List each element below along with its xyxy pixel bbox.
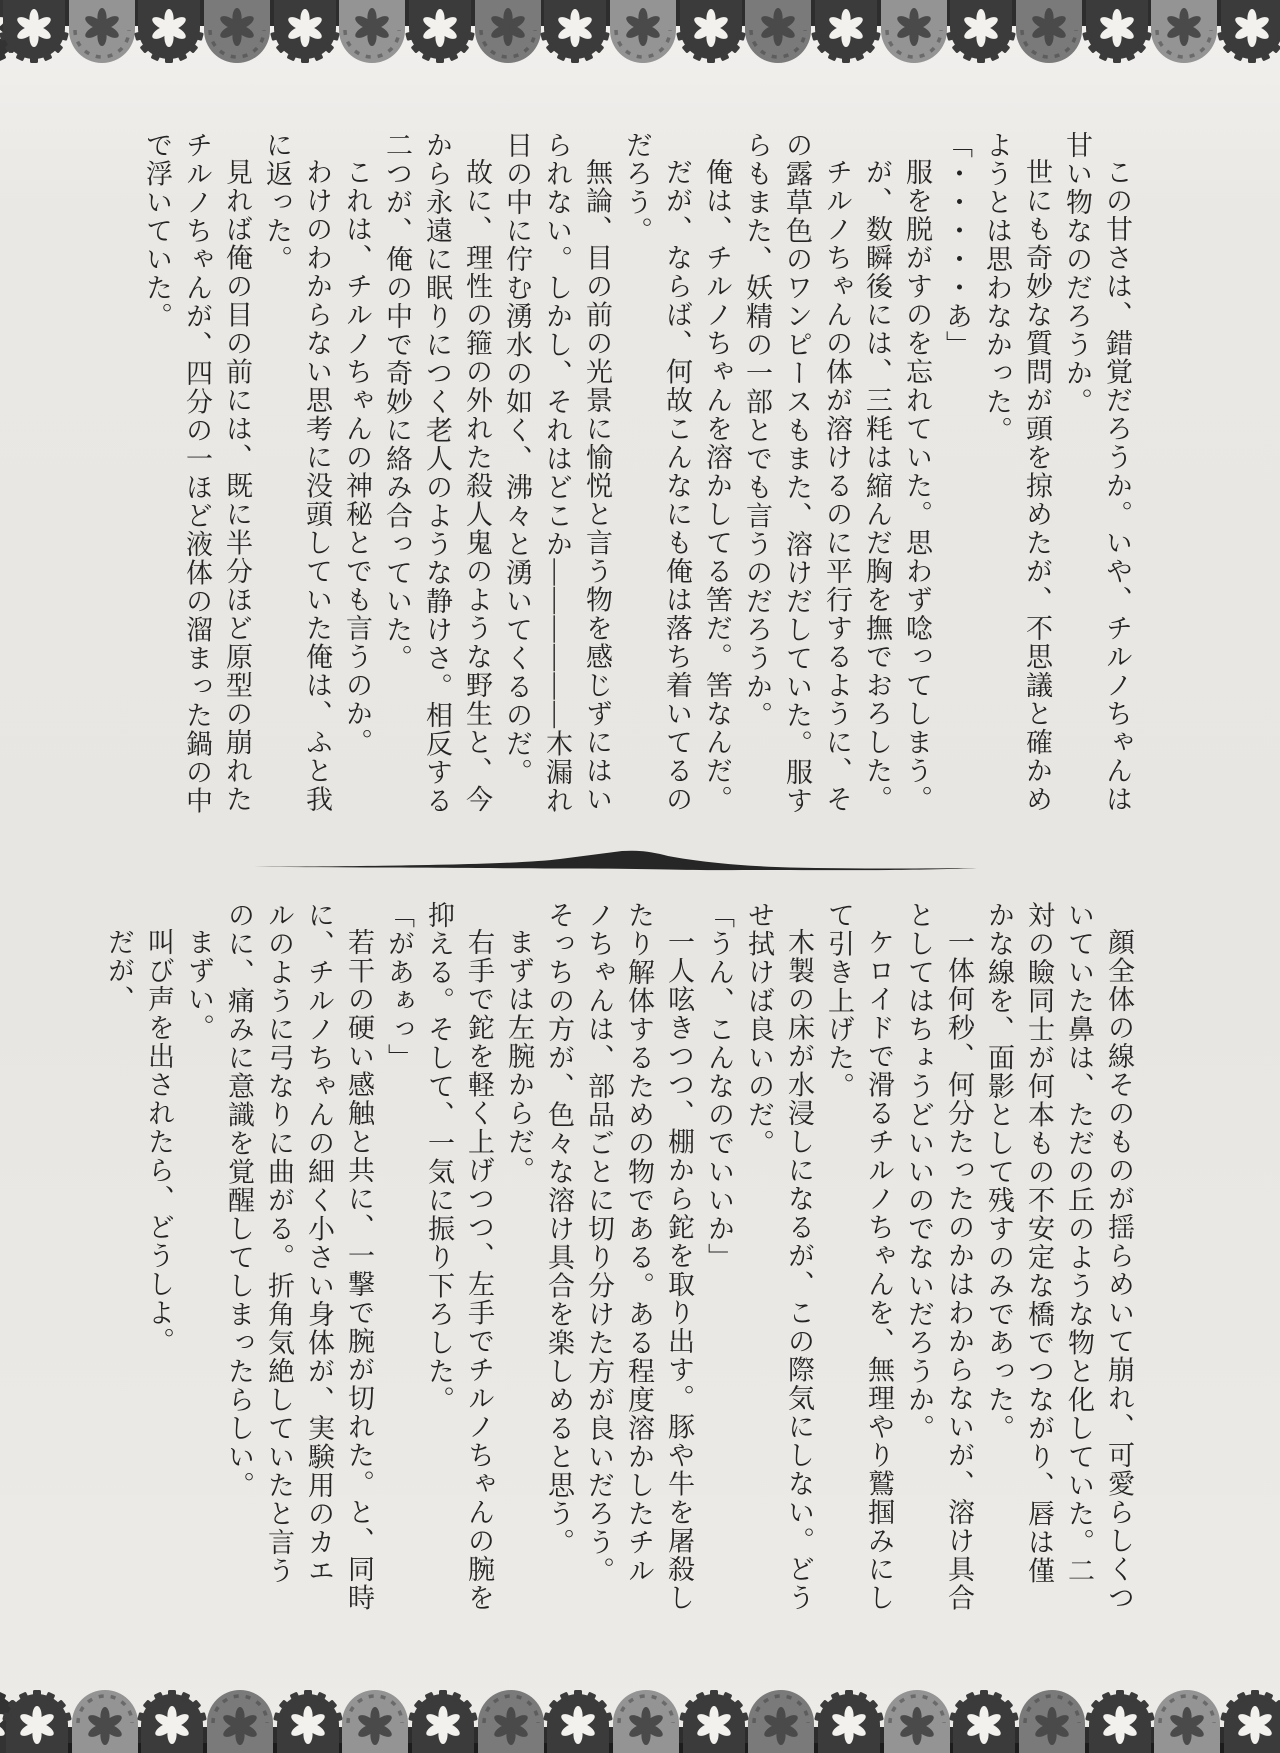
paragraph: この甘さは、錯覚だろうか。いや、チルノちゃんは甘い物なのだろうか。 xyxy=(1062,131,1132,814)
paragraph: まずは左腕からだ。 xyxy=(504,928,534,1185)
bottom-text-section xyxy=(99,901,1139,1613)
paragraph: 服を脱がすのを忘れていた。思わず唸ってしまう。 xyxy=(902,158,932,814)
paragraph: 若干の硬い感触と共に、一撃で腕が切れた。と、同時に、チルノちゃんの細く小さい身体が、実験用のカエルのように弓なりに曲がる。折角気絶していたと言うのに、痛みに意識を覚醒してしまったらしい。 xyxy=(224,901,374,1612)
paragraph: 俺は、チルノちゃんを溶かしてる筈だ。筈なんだ。 xyxy=(702,158,732,814)
paragraph: 木製の床が水浸しになるが、この際気にしない。どうせ拭けば良いのだ。 xyxy=(744,901,814,1612)
paragraph: 顔全体の線そのものが揺らめいて崩れ、可愛らしくついていた鼻は、ただの丘のような物と化していた。二対の瞼同士が何本もの不安定な橋でつながり、唇は僅かな線を、面影として残すのみであった。 xyxy=(984,901,1134,1612)
section-divider xyxy=(0,846,1280,886)
paragraph: 右手で鉈を軽く上げつつ、左手でチルノちゃんの腕を抑える。そして、一気に振り下ろした。 xyxy=(424,901,494,1612)
paragraph: これは、チルノちゃんの神秘とでも言うのか。 xyxy=(342,158,372,757)
top-text-section xyxy=(137,131,1137,831)
dialogue-line: 「うん、こんなのでいいか」 xyxy=(704,901,734,1272)
dialogue-line: 「・・・・・あ」 xyxy=(942,131,972,359)
paragraph: チルノちゃんの体が溶けるのに平行するように、その露草色のワンピースもまた、溶けだしていた。服すらもまた、妖精の一部とでも言うのだろうか。 xyxy=(742,131,852,815)
dialogue-line: 「があぁっ」 xyxy=(384,901,414,1072)
paragraph: だが、ならば、何故こんなにも俺は落ち着いてるのだろう。 xyxy=(622,131,692,814)
paragraph: が、数瞬後には、三粍は縮んだ胸を撫でおろした。 xyxy=(862,158,892,814)
paragraph: 無論、目の前の光景に愉悦と言う物を感じずにはいられない。しかし、それはどこか――――――木漏れ日の中に佇む湧水の如く、沸々と湧いてくるのだ。 xyxy=(502,131,612,815)
paragraph: 見れば俺の目の前には、既に半分ほど原型の崩れたチルノちゃんが、四分の一ほど液体の溜まった鍋の中で浮いていた。 xyxy=(142,131,252,815)
paragraph: 世にも奇妙な質問が頭を掠めたが、不思議と確かめようとは思わなかった。 xyxy=(982,131,1052,814)
paragraph: わけのわからない思考に没頭していた俺は、ふと我に返った。 xyxy=(262,131,332,814)
paragraph: 一人呟きつつ、棚から鉈を取り出す。豚や牛を屠殺したり解体するための物である。ある程度溶かしたチルノちゃんは、部品ごとに切り分けた方が良いだろう。そっちの方が、色々な溶け具合を楽しめると思う。 xyxy=(544,901,694,1612)
paragraph: だが、 xyxy=(104,928,134,1014)
top-scalloped-border xyxy=(0,0,1280,78)
paragraph: 叫び声を出されたら、どうしよ。 xyxy=(144,928,174,1356)
paragraph: 一体何秒、何分たったのかはわからないが、溶け具合としてはちょうどいいのでないだろうか。 xyxy=(904,901,974,1612)
paragraph: ケロイドで滑るチルノちゃんを、無理やり鷲掴みにして引き上げた。 xyxy=(824,901,894,1612)
paragraph: 故に、理性の箍の外れた殺人鬼のような野生と、今から永遠に眠りにつく老人のような静けさ。相反する二つが、俺の中で奇妙に絡み合っていた。 xyxy=(382,131,492,815)
bottom-scalloped-border xyxy=(0,1675,1280,1753)
paragraph: まずい。 xyxy=(184,928,214,1042)
